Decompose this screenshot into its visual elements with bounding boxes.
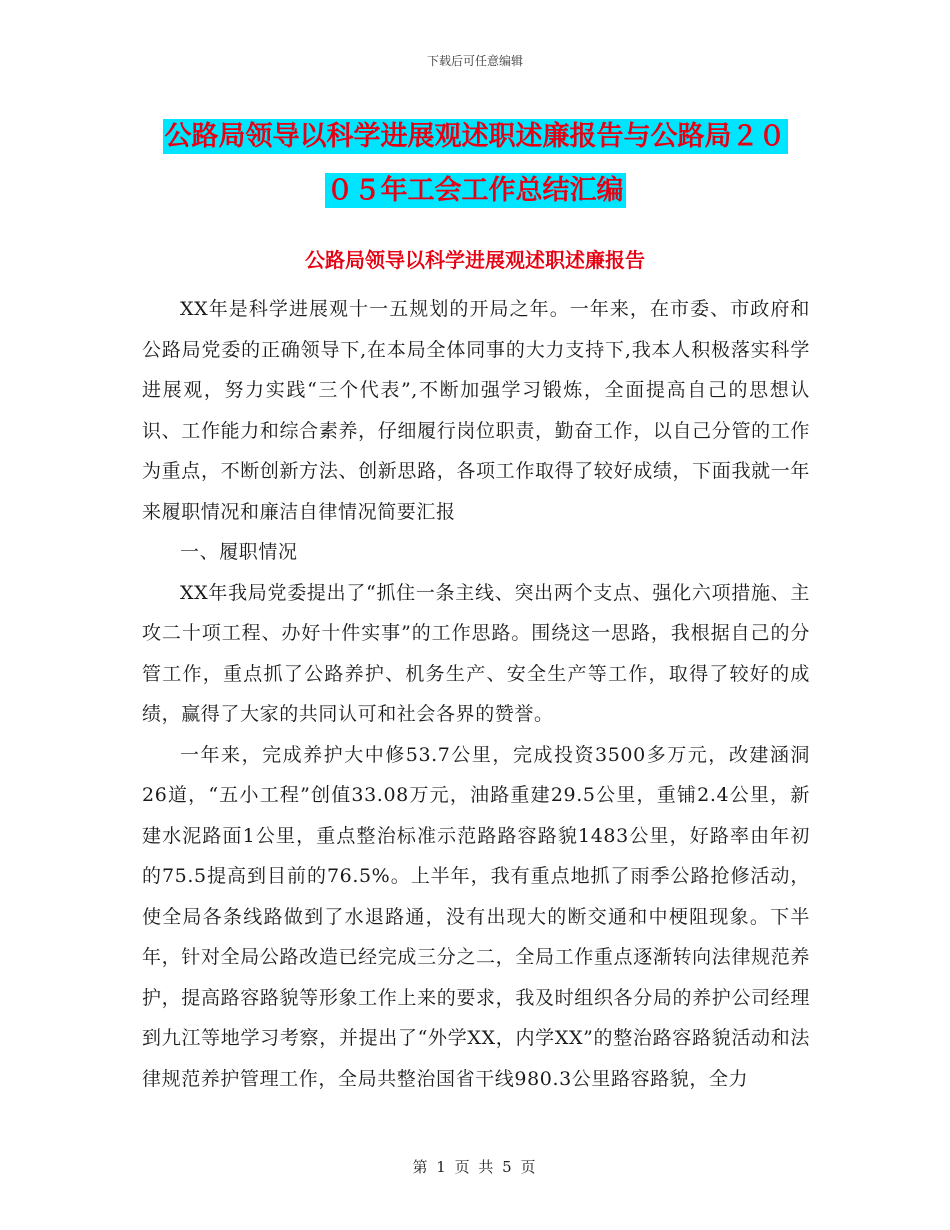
paragraph-work-approach: XX年我局党委提出了“抓住一条主线、突出两个支点、强化六项措施、主攻二十项工程、办好十件实事”的工作思路。围绕这一思路，我根据自己的分管工作，重点抓了公路养护、机务生产、安全生产等工作，取得了较好的成绩，赢得了大家的共同认可和社会各界的赞誉。: [142, 581, 810, 725]
body-text: [142, 289, 810, 1099]
page-header-note: 下载后可任意编辑: [426, 54, 523, 68]
paragraph-heading-performance: 一、履职情况: [180, 541, 298, 563]
paragraph-achievements: 一年来，完成养护大中修53.7公里，完成投资3500多万元，改建涵洞26道，“五小工程”创值33.08万元，油路重建29.5公里，重铺2.4公里，新建水泥路面1公里，重点整治标准示范路路容路貌1483公里，好路率由年初的75.5提高到目前的76.5%。上半年，我有重点地抓了雨季公路抢修活动，使全局各条线路做到了水退路通，没有出现大的断交通和中梗阻现象。下半年，针对全局公路改造已经完成三分之二，全局工作重点逐渐转向法律规范养护，提高路容路貌等形象工作上来的要求，我及时组织各分局的养护公司经理到九江等地学习考察，并提出了“外学XX，内学XX”的整治路容路貌活动和法律规范养护管理工作，全局共整治国省干线980.3公里路容路貌，全力: [142, 743, 810, 1090]
document-title-line-1: 公路局领导以科学进展观述职述廉报告与公路局２０: [164, 121, 786, 152]
section-title: 公路局领导以科学进展观述职述廉报告: [305, 248, 645, 272]
paragraph-intro: XX年是科学进展观十一五规划的开局之年。一年来，在市委、市政府和公路局党委的正确领导下,在本局全体同事的大力支持下,我本人积极落实科学进展观，努力实践“三个代表”,不断加强学习锻炼，全面提高自己的思想认识、工作能力和综合素养，仔细履行岗位职责，勤奋工作，以自己分管的工作为重点，不断创新方法、创新思路，各项工作取得了较好成绩，下面我就一年来履职情况和廉洁自律情况简要汇报: [142, 298, 810, 523]
document-title-line-2: ０５年工会工作总结汇编: [326, 175, 624, 206]
page-number: 第 1 页 共 5 页: [412, 1158, 538, 1176]
document-title: [0, 110, 950, 218]
